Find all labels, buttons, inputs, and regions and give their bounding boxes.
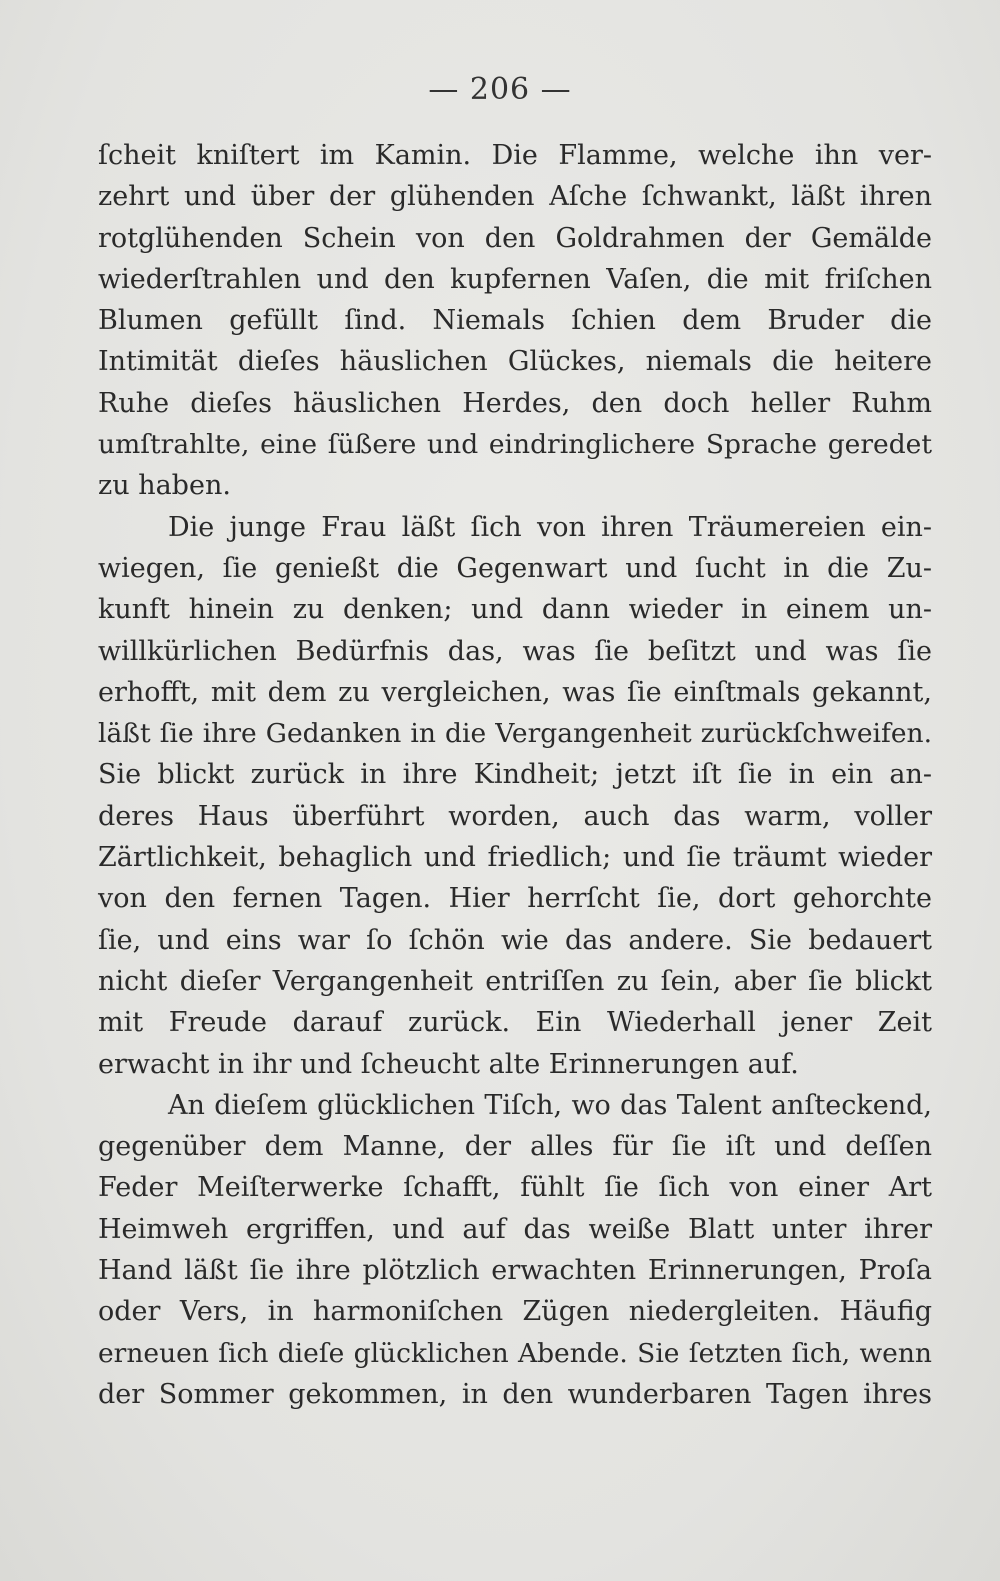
text-line: Sie blickt zurück in ihre Kindheit; jetzt iſt ſie in ein an- [98, 759, 932, 791]
text-line: Intimität dieſes häuslichen Glückes, niemals die heitere [98, 346, 932, 378]
text-line: gegenüber dem Manne, der alles für ſie iſt und deſſen [98, 1131, 932, 1163]
text-line: Heimweh ergriffen, und auf das weiße Blatt unter ihrer [98, 1213, 932, 1245]
text-line: läßt ſie ihre Gedanken in die Vergangenheit zurückſchweifen. [98, 718, 932, 750]
text-line: zu haben. [98, 470, 231, 502]
text-line: erneuen ſich dieſe glücklichen Abende. Sie ſetzten ſich, wenn [98, 1337, 932, 1369]
text-line: wiederſtrahlen und den kupfernen Vaſen, die mit friſchen [98, 263, 932, 295]
text-line: ſie, und eins war ſo ſchön wie das andere. Sie bedauert [98, 924, 932, 956]
text-line: ſcheit kniſtert im Kamin. Die Flamme, welche ihn ver- [98, 140, 932, 171]
text-line: wiegen, ſie genießt die Gegenwart und ſucht in die Zu- [98, 552, 932, 584]
text-line: oder Vers, in harmoniſchen Zügen niedergleiten. Häufig [98, 1296, 932, 1328]
text-line: rotglühenden Schein von den Goldrahmen der Gemälde [98, 222, 932, 254]
text-line: kunft hinein zu denken; und dann wieder in einem un- [98, 594, 932, 626]
text-line: Die junge Frau läßt ſich von ihren Träumereien ein- [168, 511, 932, 543]
text-line: An dieſem glücklichen Tiſch, wo das Talent anſteckend, [168, 1089, 932, 1121]
text-line: zehrt und über der glühenden Aſche ſchwankt, läßt ihren [98, 181, 932, 213]
text-line: der Sommer gekommen, in den wunderbaren Tagen ihres [98, 1378, 932, 1410]
text-line: Hand läßt ſie ihre plötzlich erwachten Erinnerungen, Proſa [98, 1255, 932, 1287]
text-line: willkürlichen Bedürfnis das, was ſie beſitzt und was ſie [98, 635, 932, 667]
text-line: deres Haus überführt worden, auch das warm, voller [98, 800, 932, 832]
page-number: — 206 — [428, 72, 572, 107]
text-line: Zärtlichkeit, behaglich und friedlich; und ſie träumt wieder [98, 842, 932, 874]
text-line: nicht dieſer Vergangenheit entriſſen zu ſein, aber ſie blickt [98, 965, 932, 997]
text-line: erhofft, mit dem zu vergleichen, was ſie einſtmals gekannt, [98, 676, 932, 708]
body-text [98, 135, 932, 1415]
text-line: Ruhe dieſes häuslichen Herdes, den doch heller Ruhm [98, 387, 932, 419]
text-line: Feder Meiſterwerke ſchafft, fühlt ſie ſich von einer Art [98, 1172, 932, 1204]
text-line: mit Freude darauf zurück. Ein Wiederhall jener Zeit [98, 1007, 932, 1039]
text-line: Blumen gefüllt ſind. Niemals ſchien dem Bruder die [98, 305, 932, 337]
text-line: erwacht in ihr und ſcheucht alte Erinnerungen auf. [98, 1048, 799, 1080]
text-line: umſtrahlte, eine ſüßere und eindringlichere Sprache geredet [98, 429, 932, 461]
text-line: von den fernen Tagen. Hier herrſcht ſie, dort gehorchte [98, 883, 932, 915]
